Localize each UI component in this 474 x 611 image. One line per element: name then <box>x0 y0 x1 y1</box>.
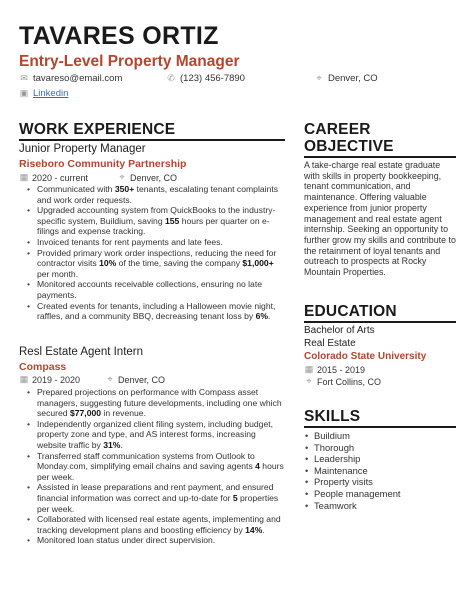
career-objective-heading: CAREER OBJECTIVE <box>304 121 394 155</box>
major: Real Estate <box>304 338 356 349</box>
education-location <box>304 376 381 387</box>
map-pin-icon: ⌖ <box>119 172 125 182</box>
education-heading: EDUCATION <box>304 303 397 320</box>
list-item: • Provided primary work order inspections, reducing the need for contractor visits 10% of the time, saving the company $1,000+ per month. <box>25 248 287 280</box>
career-objective-rule <box>304 156 456 158</box>
job-dates <box>19 172 88 183</box>
list-item: • Created events for tenants, including a Halloween movie night, raffles, and a community BBQ, decreasing tenant loss by 6%. <box>25 301 287 322</box>
skills-list <box>304 430 401 511</box>
skill-item: • Leadership <box>304 453 401 465</box>
job-location <box>105 374 165 385</box>
degree: Bachelor of Arts <box>304 325 375 336</box>
job-bullets <box>25 387 287 546</box>
skill-item: • People management <box>304 488 401 500</box>
list-item: • Collaborated with licensed real estate agents, implementing and tracking development plans and boosting efficiency by 14%. <box>25 514 287 535</box>
education-location-text: Fort Collins, CO <box>317 376 382 387</box>
work-experience-heading: WORK EXPERIENCE <box>19 121 176 138</box>
skills-heading: SKILLS <box>304 408 361 425</box>
location-text: Denver, CO <box>328 73 378 84</box>
email-text: tavareso@email.com <box>33 73 123 84</box>
skill-item: • Property visits <box>304 476 401 488</box>
career-objective-text: A take-charge real estate graduate with skills in property bookkeeping, tenant communication, and maintenance. Offering valuable experience from junior property management and real estate agent internship. Seeking an opportunity to further grow my skills and contribute to the retainment of loyal tenants and outreach to prospects at Rocky Mountain Properties. <box>304 160 456 278</box>
map-pin-icon: ⌖ <box>316 73 322 83</box>
list-item: • Monitored accounts receivable collections, ensuring no late payments. <box>25 279 287 300</box>
list-item: • Upgraded accounting system from QuickBooks to the industry-specific system, Buildium, saving 155 hours per quarter on e-filings and expense tracking. <box>25 205 287 237</box>
candidate-name: TAVARES ORTIZ <box>19 22 219 50</box>
linkedin-icon: ▣ <box>19 88 29 98</box>
skill-item: • Thorough <box>304 442 401 454</box>
job-bullets <box>25 184 287 322</box>
job-title: Junior Property Manager <box>19 143 146 155</box>
candidate-title: Entry-Level Property Manager <box>19 53 240 70</box>
list-item: • Monitored loan status under direct supervision. <box>25 535 287 546</box>
linkedin-link[interactable]: Linkedin <box>33 88 69 99</box>
work-experience-rule <box>19 139 285 141</box>
skill-item: • Maintenance <box>304 465 401 477</box>
list-item: • Prepared projections on performance with Compass asset managers, suggesting future developments, including one which secured $77,000 in revenue. <box>25 387 287 419</box>
list-item: • Transferred staff communication systems from Outlook to Monday.com, simplifying email chains and saving agents 4 hours per week. <box>25 451 287 483</box>
company-name: Compass <box>19 361 67 373</box>
job-location-text: Denver, CO <box>118 374 166 385</box>
school-name: Colorado State University <box>304 351 427 362</box>
envelope-icon: ✉ <box>20 73 28 83</box>
list-item: • Invoiced tenants for rent payments and late fees. <box>25 237 287 248</box>
job-location <box>117 172 177 183</box>
list-item: • Assisted in lease preparations and rent payment, and ensured financial information was correct and up-to-date for 5 properties per week. <box>25 482 287 514</box>
list-item: • Independently organized client filing system, including budget, property zone and type, and AS interest forms, increasing website traffic by 31%. <box>25 419 287 451</box>
company-name: Riseboro Community Partnership <box>19 158 187 170</box>
skill-item: • Buildium <box>304 430 401 442</box>
skills-rule <box>304 426 456 428</box>
job-dates-text: 2019 - 2020 <box>32 374 81 385</box>
job-title: Resl Estate Agent Intern <box>19 346 144 358</box>
contact-location <box>314 73 378 84</box>
job-dates-text: 2020 - current <box>32 172 89 183</box>
job-location-text: Denver, CO <box>130 172 178 183</box>
contact-linkedin[interactable] <box>19 88 68 99</box>
map-pin-icon: ⌖ <box>306 376 312 386</box>
skill-item: • Teamwork <box>304 500 401 512</box>
calendar-icon: ▦ <box>19 374 29 384</box>
job-dates <box>19 374 80 385</box>
contact-phone <box>166 73 245 84</box>
list-item: • Communicated with 350+ tenants, escalating tenant complaints and work order requests. <box>25 184 287 205</box>
calendar-icon: ▦ <box>304 364 314 374</box>
contact-email[interactable] <box>19 73 122 84</box>
education-rule <box>304 321 456 323</box>
phone-text: (123) 456-7890 <box>180 73 245 84</box>
education-dates <box>304 364 365 375</box>
education-dates-text: 2015 - 2019 <box>317 364 366 375</box>
calendar-icon: ▦ <box>19 172 29 182</box>
map-pin-icon: ⌖ <box>107 374 113 384</box>
phone-icon: ✆ <box>167 73 175 83</box>
